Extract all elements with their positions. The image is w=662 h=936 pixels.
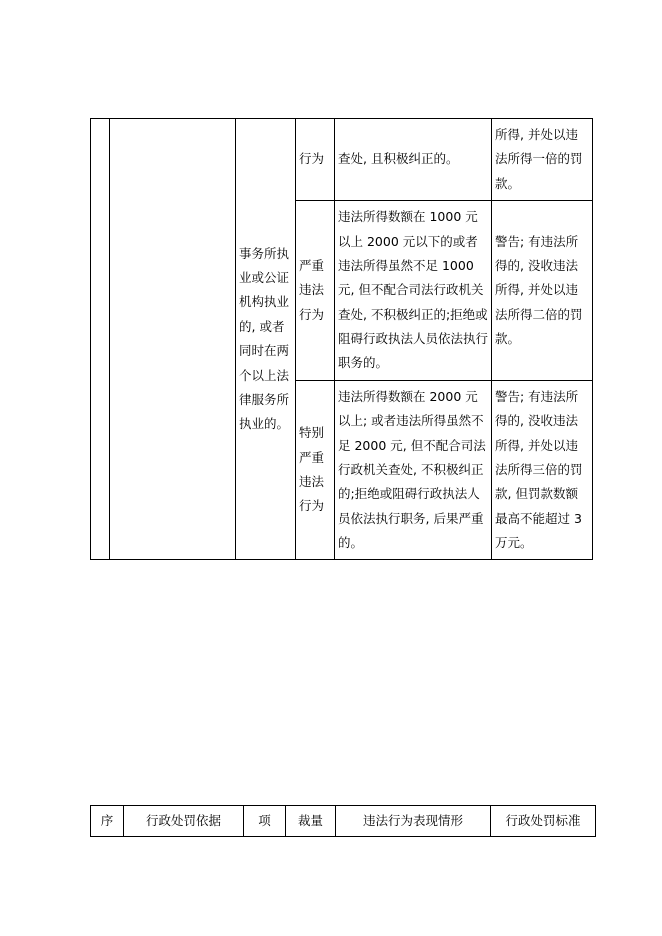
table-row [91,806,596,837]
cell-discretion-level-3 [296,380,335,560]
cell-discretion-level-1 [296,119,335,201]
cell-blank-narrow [91,119,110,560]
item-description-text: 事务所执业或公证机构执业的, 或者同时在两个以上法律服务所执业的。 [239,245,290,432]
penalty-discretion-table [90,118,593,560]
header-legal-basis: 行政处罚依据 [124,806,244,837]
cell-violation-situation-2 [335,201,492,381]
violation-situation-text: 查处, 且积极纠正的。 [338,151,459,167]
cell-violation-situation-3 [335,380,492,560]
header-discretion: 裁量 [286,806,336,837]
penalty-standard-text: 所得, 并处以违法所得一倍的罚款。 [495,127,583,191]
cell-violation-situation-1 [335,119,492,201]
violation-situation-text: 违法所得数额在 1000 元以上 2000 元以下的或者违法所得虽然不足 1000 元, 但不配合司法行政机关查处, 不积极纠正的;拒绝或阻碍行政执法人员依法执行职务的。 [338,209,489,371]
header-item: 项 [244,806,286,837]
header-penalty-standard: 行政处罚标准 [491,806,596,837]
header-violation-situation: 违法行为表现情形 [336,806,491,837]
discretion-level-text: 严重违法行为 [299,257,325,322]
cell-item-description [236,119,296,560]
cell-penalty-standard-1 [492,119,593,201]
penalty-standard-text: 警告; 有违法所得的, 没收违法所得, 并处以违法所得二倍的罚款。 [495,233,583,346]
header-seq: 序 [91,806,124,837]
table-row [91,119,593,201]
cell-penalty-standard-2 [492,201,593,381]
table-header-row-continued [90,805,596,837]
cell-discretion-level-2 [296,201,335,381]
cell-penalty-standard-3 [492,380,593,560]
discretion-level-text: 行为 [299,151,325,167]
penalty-standard-text: 警告; 有违法所得的, 没收违法所得, 并处以违法所得三倍的罚款, 但罚款数额最高不能超过 3 万元。 [495,388,586,550]
discretion-level-text: 特别严重违法行为 [299,425,325,514]
violation-situation-text: 违法所得数额在 2000 元以上; 或者违法所得虽然不足 2000 元, 但不配合司法行政机关查处, 不积极纠正的;拒绝或阻碍行政执法人员依法执行职务, 后果严重的。 [338,388,486,550]
cell-legal-basis [110,119,236,560]
